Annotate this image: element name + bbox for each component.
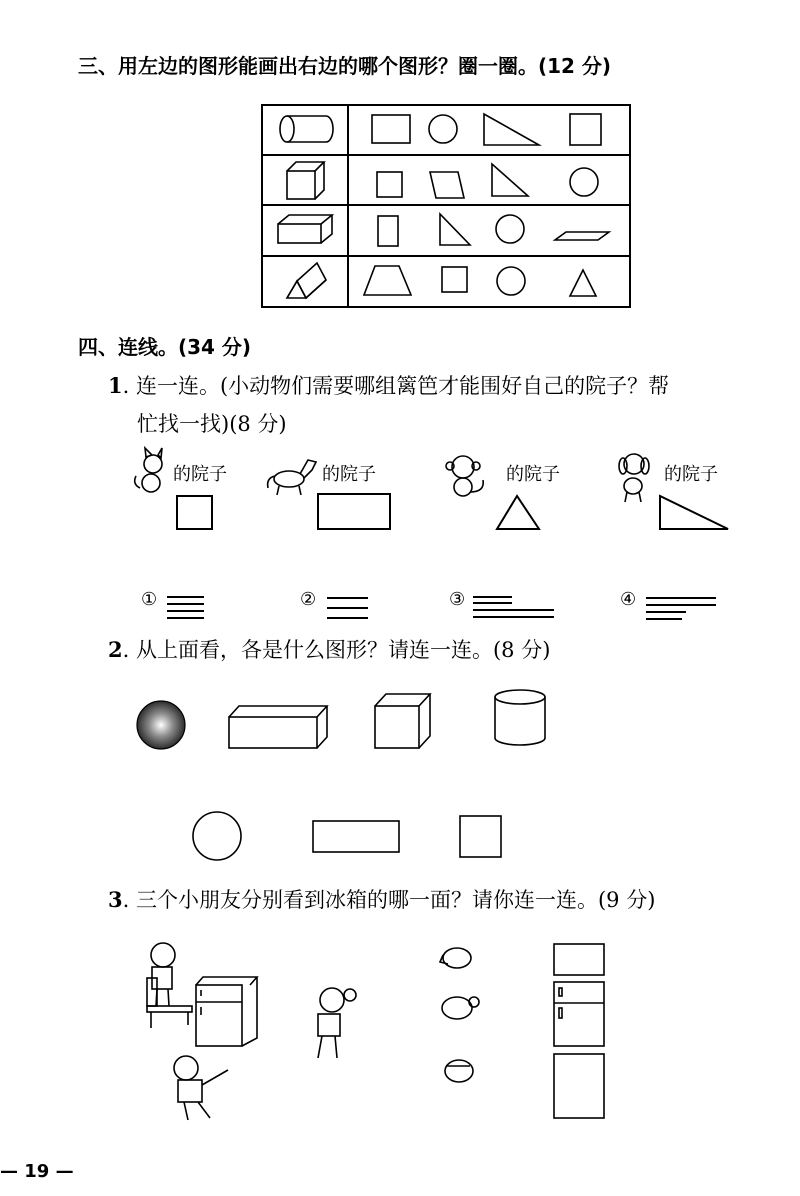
child-head-1-icon[interactable] — [440, 948, 471, 968]
pointing-boy-icon[interactable] — [174, 1056, 228, 1120]
page-number: — 19 — — [0, 1161, 74, 1182]
yard-label-horse: 的院子 — [322, 464, 376, 485]
q1-text: . 连一连。(小动物们需要哪组篱笆才能围好自己的院子？帮 — [122, 374, 670, 398]
fence-label-1: ① — [141, 589, 158, 610]
fridge-icon — [196, 977, 257, 1046]
fence-label-2: ② — [300, 589, 317, 610]
q2-text-body: . 从上面看，各是什么图形？请连一连。(8 分) — [122, 638, 551, 662]
section4-heading: 四、连线。(34 分) — [78, 335, 252, 359]
child-head-3-icon[interactable] — [445, 1060, 473, 1082]
q3-text-body: . 三个小朋友分别看到冰箱的哪一面？请你连一连。(9 分) — [122, 888, 656, 912]
fridge-top-view[interactable] — [554, 944, 604, 975]
fridge-front-view[interactable] — [554, 982, 604, 1046]
fence-label-3: ③ — [449, 589, 466, 610]
yard-label-cat: 的院子 — [173, 464, 227, 485]
boy-on-chair-icon[interactable] — [147, 943, 192, 1028]
q1-text-line2: 忙找一找)(8 分) — [137, 412, 287, 436]
yard-label-monkey: 的院子 — [506, 464, 560, 485]
section3-heading: 三、用左边的图形能画出右边的哪个图形？圈一圈。(12 分) — [78, 54, 612, 78]
child-head-2-icon[interactable] — [442, 997, 479, 1019]
yard-label-dog: 的院子 — [664, 464, 718, 485]
fence-label-4: ④ — [620, 589, 637, 610]
fridge-side-view[interactable] — [554, 1054, 604, 1118]
q2-number: 2 — [108, 637, 123, 662]
q1-number: 1 — [108, 373, 123, 398]
girl-icon[interactable] — [318, 988, 356, 1058]
q3-number: 3 — [108, 887, 123, 912]
